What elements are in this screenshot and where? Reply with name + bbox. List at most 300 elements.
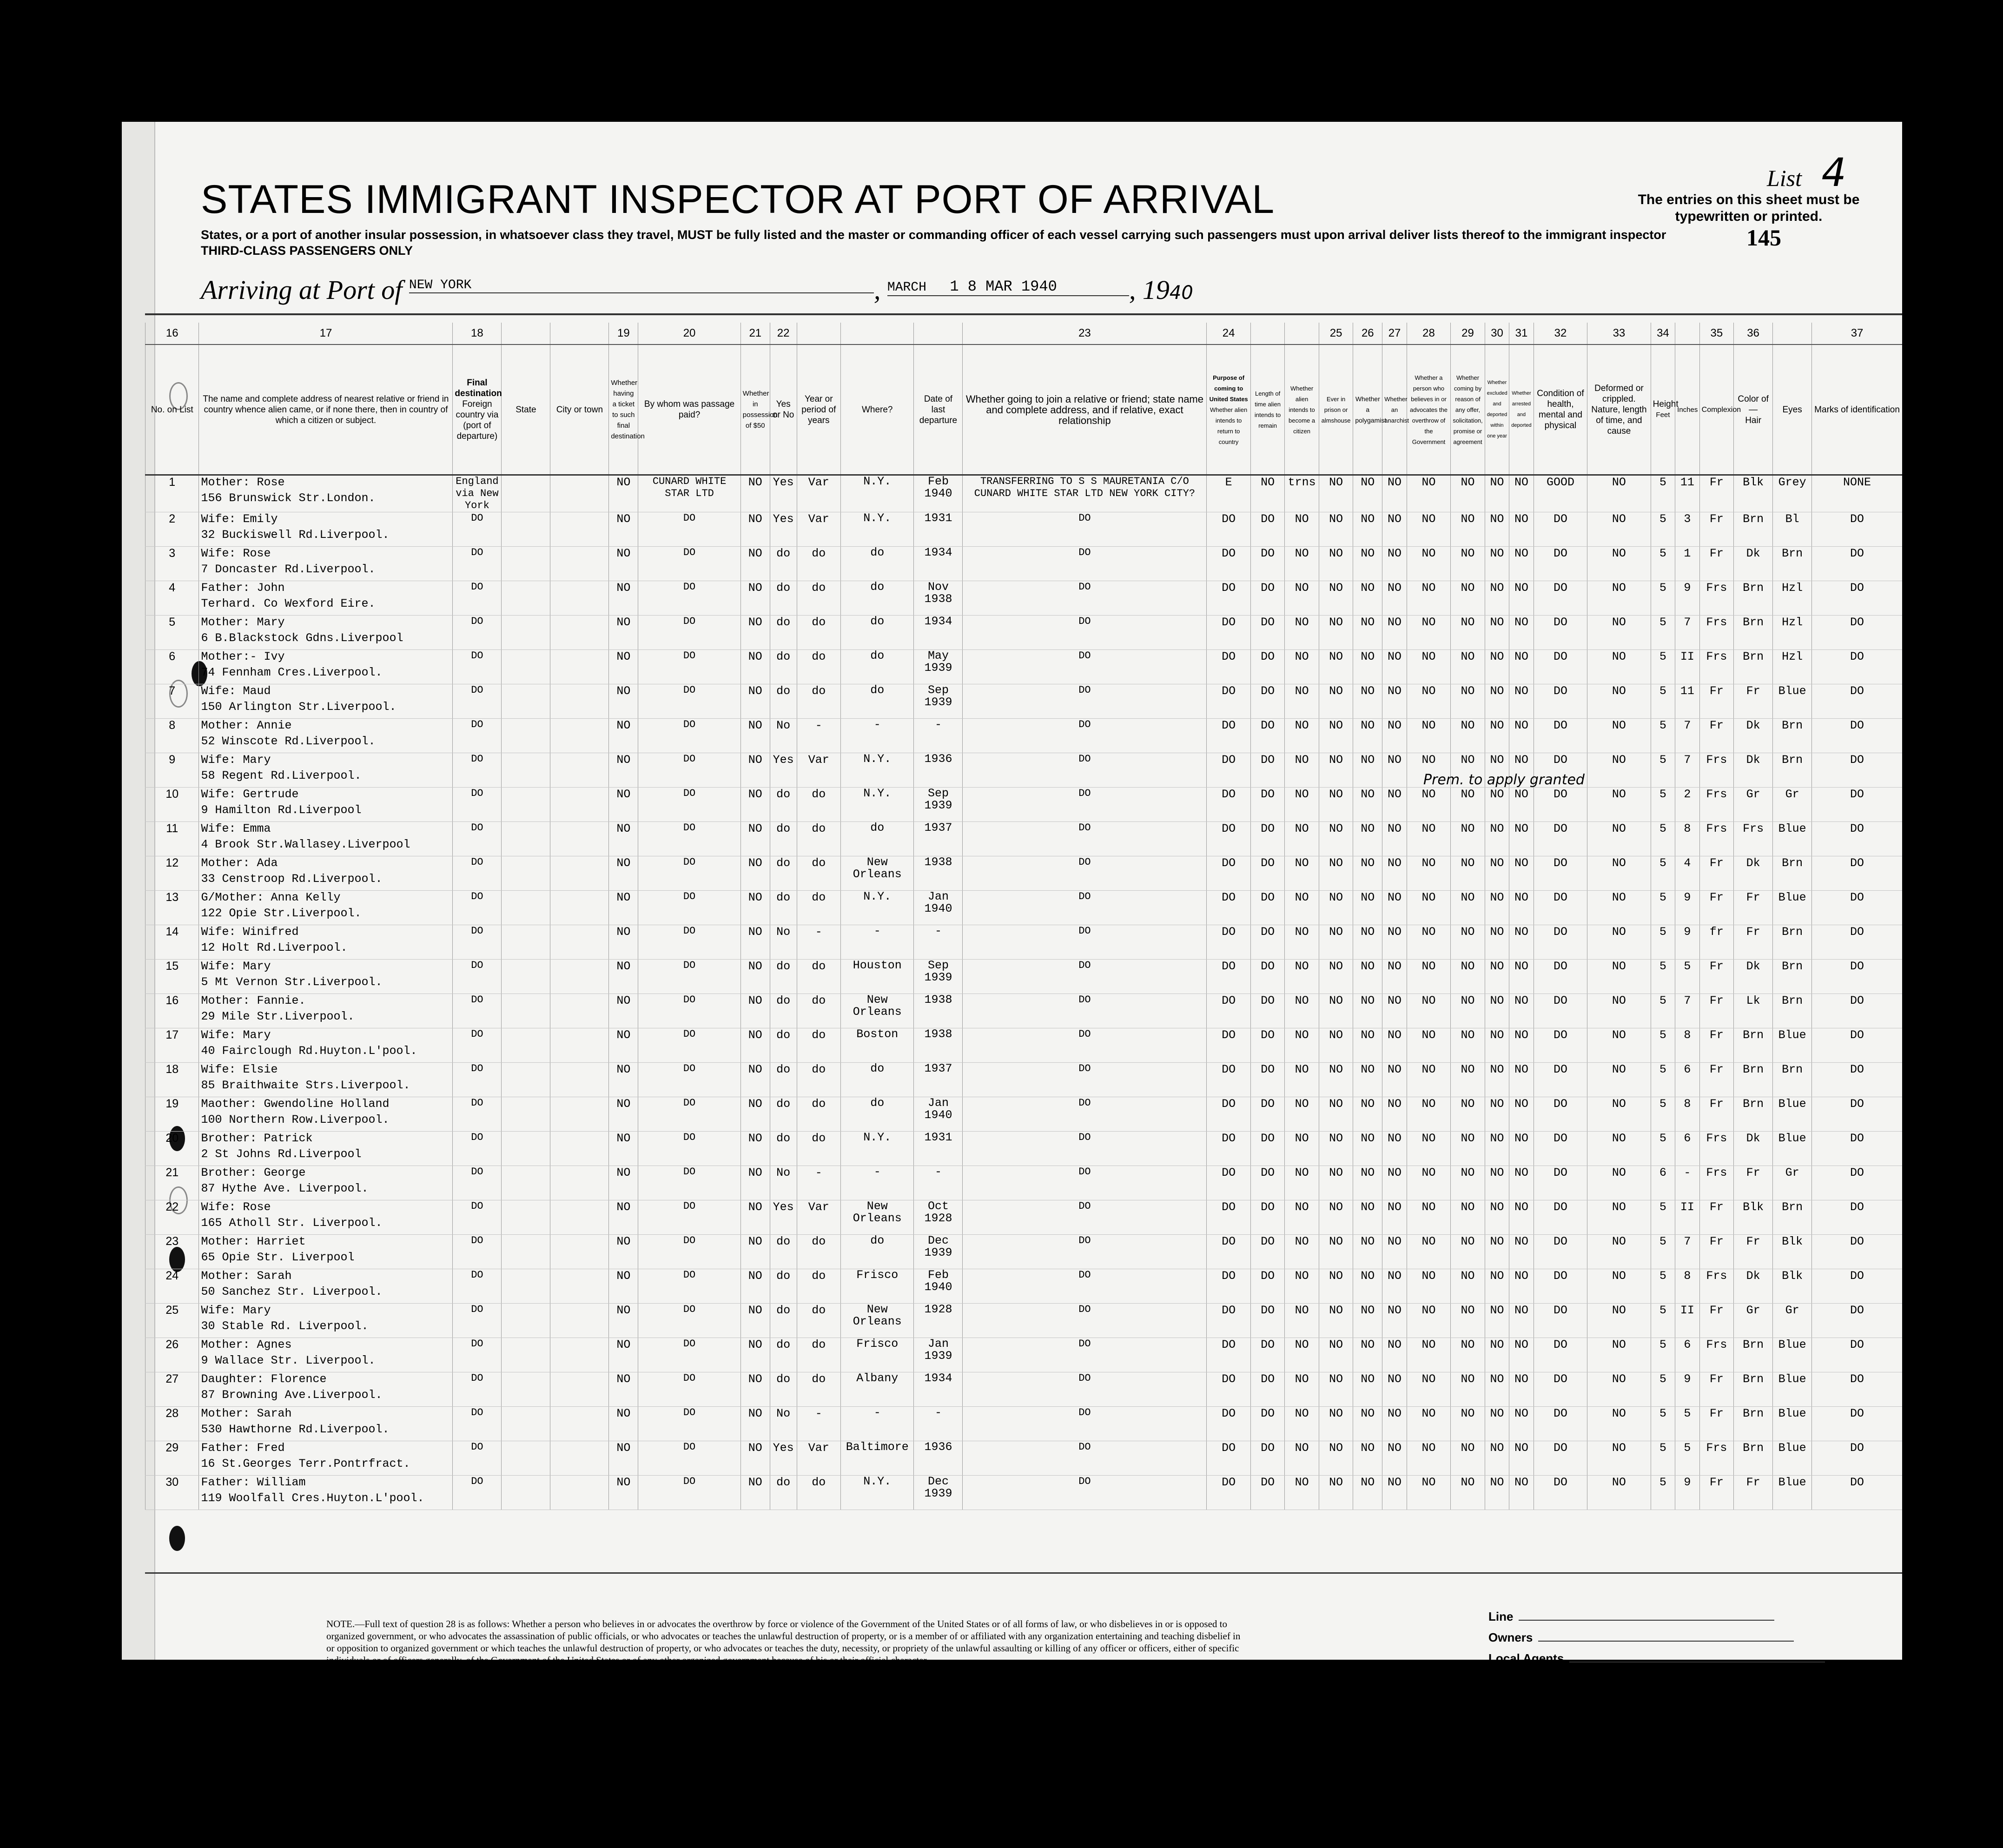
cell-eyes: Hzl [1773, 616, 1812, 650]
cell-p1: DO [1207, 753, 1250, 788]
cell-eyes: Blue [1773, 1372, 1812, 1407]
cell-c31: NO [1509, 1200, 1534, 1235]
cell-def: NO [1587, 1441, 1651, 1476]
cell-c25: NO [1319, 475, 1353, 512]
cell-c29: NO [1451, 1304, 1485, 1338]
cell-paid: DO [638, 547, 740, 581]
cell-def: NO [1587, 1097, 1651, 1132]
cell-c27: NO [1382, 1028, 1407, 1063]
cell-date: 1938 [914, 994, 963, 1028]
cell-c28: NO [1407, 1200, 1450, 1235]
cell-p1: DO [1207, 994, 1250, 1028]
cell-p2: DO [1250, 1304, 1284, 1338]
cell-hair: Brn [1734, 1028, 1773, 1063]
cell-comp: Frs [1699, 650, 1733, 684]
relative-address: 74 Fennham Cres.Liverpool. [201, 666, 383, 679]
cell-c26: NO [1353, 1200, 1382, 1235]
cell-c27: NO [1382, 753, 1407, 788]
cell-in: 9 [1675, 1372, 1699, 1407]
cell-def: NO [1587, 788, 1651, 822]
relative-address: 165 Atholl Str. Liverpool. [201, 1216, 383, 1230]
cell-c30: NO [1485, 1097, 1509, 1132]
cell-money: NO [740, 1338, 770, 1372]
header-q30: Whether excluded and deported within one year [1485, 344, 1509, 475]
cell-ticket: NO [609, 684, 638, 719]
cell-p3: NO [1285, 547, 1319, 581]
cell-cond: DO [1534, 1097, 1587, 1132]
empty-cell [550, 822, 609, 856]
cell-money: NO [740, 856, 770, 891]
cell-fd: DO [453, 1372, 502, 1407]
cell-c25: NO [1319, 1132, 1353, 1166]
cell-c29: NO [1451, 1200, 1485, 1235]
cell-p2: DO [1250, 1407, 1284, 1441]
cell-yn: do [770, 1097, 797, 1132]
column-number: 33 [1587, 323, 1651, 344]
cell-p1: DO [1207, 1476, 1250, 1510]
cell-comp: Fr [1699, 994, 1733, 1028]
header-feet [1651, 344, 1679, 475]
cell-eyes: Bl [1773, 512, 1812, 547]
cell-p2: DO [1250, 547, 1284, 581]
cell-p3: NO [1285, 1441, 1319, 1476]
cell-fd: DO [453, 1063, 502, 1097]
empty-cell [502, 1441, 550, 1476]
cell-marks: DO [1812, 1200, 1902, 1235]
cell-money: NO [740, 1028, 770, 1063]
cell-fd: England via New York [453, 475, 502, 512]
column-number [914, 323, 963, 344]
cell-c28: NO [1407, 1269, 1450, 1304]
list-label: List [1766, 165, 1802, 191]
cell-c31: NO [1509, 684, 1534, 719]
cell-c28: NO [1407, 684, 1450, 719]
cell-date: 1937 [914, 1063, 963, 1097]
owners-label: Owners [1488, 1630, 1533, 1644]
column-number: 26 [1353, 323, 1382, 344]
table-row [145, 1338, 1903, 1372]
cell-paid: DO [638, 616, 740, 650]
cell-ft: 5 [1651, 960, 1675, 994]
cell-hair: Dk [1734, 547, 1773, 581]
cell-comp: Frs [1699, 1166, 1733, 1200]
instructions: The entries on this sheet must be typewritten or printed. [1638, 192, 1860, 224]
empty-cell [502, 1028, 550, 1063]
cell-yn: Yes [770, 512, 797, 547]
cell-date: Feb 1940 [914, 1269, 963, 1304]
cell-p3: NO [1285, 512, 1319, 547]
cell-c29: NO [1451, 1476, 1485, 1510]
relative-cell [199, 753, 453, 788]
empty-cell [502, 822, 550, 856]
cell-ticket: NO [609, 822, 638, 856]
cell-yn: do [770, 1063, 797, 1097]
cell-in: 5 [1675, 960, 1699, 994]
cell-where: Frisco [841, 1269, 914, 1304]
cell-paid: DO [638, 753, 740, 788]
row-number: 30 [145, 1476, 199, 1510]
cell-p2: DO [1250, 1235, 1284, 1269]
cell-ticket: NO [609, 1063, 638, 1097]
cell-cond: GOOD [1534, 475, 1587, 512]
empty-cell [550, 1097, 609, 1132]
cell-comp: Fr [1699, 1304, 1733, 1338]
column-number: 31 [1509, 323, 1534, 344]
cell-p2: DO [1250, 856, 1284, 891]
agents-blank [1569, 1662, 1825, 1663]
cell-hair: Frs [1734, 822, 1773, 856]
cell-date: 1934 [914, 616, 963, 650]
column-number [1773, 323, 1812, 344]
relative-address: 6 B.Blackstock Gdns.Liverpool [201, 631, 403, 645]
cell-cond: DO [1534, 650, 1587, 684]
cell-p1: DO [1207, 581, 1250, 616]
cell-comp: Fr [1699, 891, 1733, 925]
table-row [145, 512, 1903, 547]
cell-ft: 5 [1651, 1269, 1675, 1304]
cell-c29: NO [1451, 512, 1485, 547]
cell-c31: NO [1509, 581, 1534, 616]
cell-p1: DO [1207, 719, 1250, 753]
cell-paid: DO [638, 1304, 740, 1338]
cell-yn: do [770, 1338, 797, 1372]
cell-p3: NO [1285, 1338, 1319, 1372]
cell-paid: DO [638, 1441, 740, 1476]
cell-def: NO [1587, 925, 1651, 960]
header-joining: Whether going to join a relative or friend; state name and complete address, and if relative, exact relationship [963, 344, 1207, 475]
cell-marks: DO [1812, 1063, 1902, 1097]
cell-yn: do [770, 1304, 797, 1338]
relative-name: Father: Fred [201, 1441, 285, 1455]
cell-c26: NO [1353, 1407, 1382, 1441]
table-row [145, 1476, 1903, 1510]
cell-paid: DO [638, 1132, 740, 1166]
cell-p3: NO [1285, 822, 1319, 856]
relative-name: Wife: Winifred [201, 925, 299, 939]
empty-cell [550, 719, 609, 753]
cell-money: NO [740, 1132, 770, 1166]
relative-cell [199, 1372, 453, 1407]
table-row [145, 1200, 1903, 1235]
cell-eyes: Blue [1773, 1132, 1812, 1166]
relative-cell [199, 1407, 453, 1441]
cell-hair: Brn [1734, 1063, 1773, 1097]
relative-cell [199, 1235, 453, 1269]
cell-p1: DO [1207, 1441, 1250, 1476]
relative-address: 30 Stable Rd. Liverpool. [201, 1319, 369, 1333]
empty-cell [502, 512, 550, 547]
cell-hair: Fr [1734, 684, 1773, 719]
cell-c28: NO [1407, 581, 1450, 616]
cell-yn: do [770, 822, 797, 856]
cell-money: NO [740, 650, 770, 684]
cell-c29: NO [1451, 1132, 1485, 1166]
relative-address: 16 St.Georges Terr.Pontrfract. [201, 1457, 410, 1470]
cell-join: DO [963, 891, 1207, 925]
cell-eyes: Brn [1773, 753, 1812, 788]
cell-yn: do [770, 994, 797, 1028]
column-number [797, 323, 840, 344]
cell-cond: DO [1534, 856, 1587, 891]
cell-period: Var [797, 475, 840, 512]
cell-paid: DO [638, 1166, 740, 1200]
cell-in: 11 [1675, 475, 1699, 512]
cell-ticket: NO [609, 1028, 638, 1063]
cell-hair: Brn [1734, 650, 1773, 684]
row-number: 4 [145, 581, 199, 616]
cell-join: DO [963, 1235, 1207, 1269]
column-header-row [145, 344, 1903, 475]
table-row [145, 1304, 1903, 1338]
cell-where: Frisco [841, 1338, 914, 1372]
cell-money: NO [740, 1304, 770, 1338]
cell-c30: NO [1485, 1338, 1509, 1372]
cell-fd: DO [453, 1028, 502, 1063]
cell-money: NO [740, 1235, 770, 1269]
cell-eyes: Brn [1773, 1200, 1812, 1235]
cell-ticket: NO [609, 1097, 638, 1132]
cell-c29: NO [1451, 1028, 1485, 1063]
cell-hair: Lk [1734, 994, 1773, 1028]
cell-eyes: Blue [1773, 1441, 1812, 1476]
cell-p1: DO [1207, 547, 1250, 581]
cell-yn: do [770, 891, 797, 925]
cell-p2: DO [1250, 1476, 1284, 1510]
header-anarchist: Whether an anarchist [1382, 344, 1407, 475]
row-number: 18 [145, 1063, 199, 1097]
cell-date: 1938 [914, 1028, 963, 1063]
cell-p2: DO [1250, 822, 1284, 856]
row-number: 15 [145, 960, 199, 994]
cell-c26: NO [1353, 891, 1382, 925]
cell-comp: Frs [1699, 1269, 1733, 1304]
arriving-label: Arriving at Port of [201, 275, 403, 305]
cell-ticket: NO [609, 891, 638, 925]
cell-marks: DO [1812, 684, 1902, 719]
cell-c27: NO [1382, 925, 1407, 960]
cell-p1: DO [1207, 1407, 1250, 1441]
cell-money: NO [740, 822, 770, 856]
empty-cell [502, 960, 550, 994]
cell-money: NO [740, 891, 770, 925]
cell-p3: trns [1285, 475, 1319, 512]
manifest-table [145, 323, 1902, 1510]
cell-c25: NO [1319, 1200, 1353, 1235]
cell-yn: do [770, 1132, 797, 1166]
row-number: 20 [145, 1132, 199, 1166]
table-row [145, 719, 1903, 753]
cell-cond: DO [1534, 581, 1587, 616]
column-number [550, 323, 609, 344]
cell-where: do [841, 581, 914, 616]
cell-c26: NO [1353, 547, 1382, 581]
cell-cond: DO [1534, 1476, 1587, 1510]
cell-p3: NO [1285, 753, 1319, 788]
empty-cell [502, 684, 550, 719]
cell-money: NO [740, 1476, 770, 1510]
empty-cell [550, 475, 609, 512]
cell-comp: fr [1699, 925, 1733, 960]
cell-in: 6 [1675, 1063, 1699, 1097]
row-number: 8 [145, 719, 199, 753]
cell-date: Sep 1939 [914, 684, 963, 719]
cell-hair: Dk [1734, 960, 1773, 994]
cell-c26: NO [1353, 753, 1382, 788]
cell-money: NO [740, 1097, 770, 1132]
empty-cell [550, 1269, 609, 1304]
relative-cell [199, 475, 453, 512]
empty-cell [502, 891, 550, 925]
cell-yn: Yes [770, 1441, 797, 1476]
header-before-period: Year or period of years [797, 344, 840, 475]
header-q28: Whether a person who believes in or advocates the overthrow of the Government [1407, 344, 1450, 475]
cell-p2: DO [1250, 512, 1284, 547]
relative-address: 87 Hythe Ave. Liverpool. [201, 1182, 369, 1195]
cell-c26: NO [1353, 616, 1382, 650]
column-number: 25 [1319, 323, 1353, 344]
cell-p3: NO [1285, 1028, 1319, 1063]
cell-eyes: Hzl [1773, 581, 1812, 616]
cell-fd: DO [453, 1407, 502, 1441]
relative-cell [199, 1338, 453, 1372]
relative-address: 12 Holt Rd.Liverpool. [201, 941, 348, 954]
cell-where: N.Y. [841, 475, 914, 512]
cell-yn: No [770, 1407, 797, 1441]
relative-cell [199, 960, 453, 994]
cell-c28: NO [1407, 891, 1450, 925]
cell-c29: NO [1451, 547, 1485, 581]
cell-c28: NO [1407, 960, 1450, 994]
cell-c31: NO [1509, 1338, 1534, 1372]
cell-paid: CUNARD WHITE STAR LTD [638, 475, 740, 512]
table-row [145, 1132, 1903, 1166]
table-row [145, 650, 1903, 684]
cell-hair: Fr [1734, 1476, 1773, 1510]
empty-cell [550, 1372, 609, 1407]
cell-hair: Brn [1734, 1441, 1773, 1476]
cell-def: NO [1587, 581, 1651, 616]
cell-paid: DO [638, 1200, 740, 1235]
row-number: 3 [145, 547, 199, 581]
relative-address: 4 Brook Str.Wallasey.Liverpool [201, 838, 410, 851]
cell-hair: Blk [1734, 475, 1773, 512]
empty-cell [550, 581, 609, 616]
cell-period: - [797, 925, 840, 960]
cell-c27: NO [1382, 788, 1407, 822]
cell-def: NO [1587, 719, 1651, 753]
cell-c26: NO [1353, 581, 1382, 616]
cell-c26: NO [1353, 1097, 1382, 1132]
cell-eyes: Gr [1773, 1304, 1812, 1338]
cell-date: 1934 [914, 1372, 963, 1407]
cell-yn: Yes [770, 475, 797, 512]
cell-ticket: NO [609, 753, 638, 788]
cell-money: NO [740, 1063, 770, 1097]
date-stamp: 1 8 MAR 1940 [950, 278, 1057, 295]
cell-ticket: NO [609, 1235, 638, 1269]
table-row [145, 822, 1903, 856]
cell-p3: NO [1285, 960, 1319, 994]
relative-cell [199, 650, 453, 684]
cell-where: New Orleans [841, 856, 914, 891]
cell-in: 4 [1675, 856, 1699, 891]
cell-in: 7 [1675, 994, 1699, 1028]
cell-c30: NO [1485, 891, 1509, 925]
cell-ticket: NO [609, 1407, 638, 1441]
cell-money: NO [740, 1372, 770, 1407]
cell-period: do [797, 581, 840, 616]
cell-money: NO [740, 1269, 770, 1304]
cell-p1: DO [1207, 1338, 1250, 1372]
cell-yn: do [770, 1372, 797, 1407]
cell-comp: Frs [1699, 1441, 1733, 1476]
arriving-line: Arriving at Port of NEW YORK , MARCH 1 8 MAR 1940 , 1940 [201, 275, 1193, 305]
cell-p3: NO [1285, 684, 1319, 719]
cell-p1: DO [1207, 1200, 1250, 1235]
table-row [145, 994, 1903, 1028]
cell-cond: DO [1534, 822, 1587, 856]
cell-def: NO [1587, 891, 1651, 925]
cell-hair: Fr [1734, 925, 1773, 960]
cell-period: do [797, 547, 840, 581]
column-number: 30 [1485, 323, 1509, 344]
header-height: Height [1653, 399, 1679, 409]
cell-def: NO [1587, 1269, 1651, 1304]
page-number: 145 [1746, 225, 1781, 251]
relative-address: 58 Regent Rd.Liverpool. [201, 769, 362, 782]
cell-c29: NO [1451, 994, 1485, 1028]
cell-where: N.Y. [841, 891, 914, 925]
cell-fd: DO [453, 788, 502, 822]
cell-hair: Fr [1734, 891, 1773, 925]
cell-eyes: Hzl [1773, 650, 1812, 684]
cell-paid: DO [638, 1476, 740, 1510]
cell-p3: NO [1285, 1407, 1319, 1441]
empty-cell [502, 1235, 550, 1269]
cell-p2: DO [1250, 753, 1284, 788]
cell-c25: NO [1319, 1097, 1353, 1132]
cell-comp: Fr [1699, 1407, 1733, 1441]
cell-p2: DO [1250, 1063, 1284, 1097]
cell-yn: Yes [770, 1200, 797, 1235]
cell-period: Var [797, 753, 840, 788]
cell-c31: NO [1509, 1407, 1534, 1441]
cell-join: DO [963, 856, 1207, 891]
empty-cell [502, 1200, 550, 1235]
row-number: 22 [145, 1200, 199, 1235]
table-row [145, 1028, 1903, 1063]
footer-rule [145, 1572, 1902, 1574]
cell-eyes: Grey [1773, 475, 1812, 512]
cell-period: do [797, 1063, 840, 1097]
cell-period: do [797, 960, 840, 994]
relative-name: Wife: Mary [201, 1028, 271, 1042]
cell-cond: DO [1534, 1166, 1587, 1200]
cell-ft: 5 [1651, 1407, 1675, 1441]
row-number: 16 [145, 994, 199, 1028]
cell-c29: NO [1451, 581, 1485, 616]
cell-p1: DO [1207, 1063, 1250, 1097]
cell-join: DO [963, 1097, 1207, 1132]
cell-c28: NO [1407, 753, 1450, 788]
relative-name: Mother: Harriet [201, 1235, 306, 1248]
cell-in: 6 [1675, 1132, 1699, 1166]
relative-address: 32 Buckiswell Rd.Liverpool. [201, 528, 390, 542]
cell-eyes: Blue [1773, 1028, 1812, 1063]
cell-period: do [797, 1028, 840, 1063]
cell-where: Boston [841, 1028, 914, 1063]
cell-eyes: Blue [1773, 1338, 1812, 1372]
